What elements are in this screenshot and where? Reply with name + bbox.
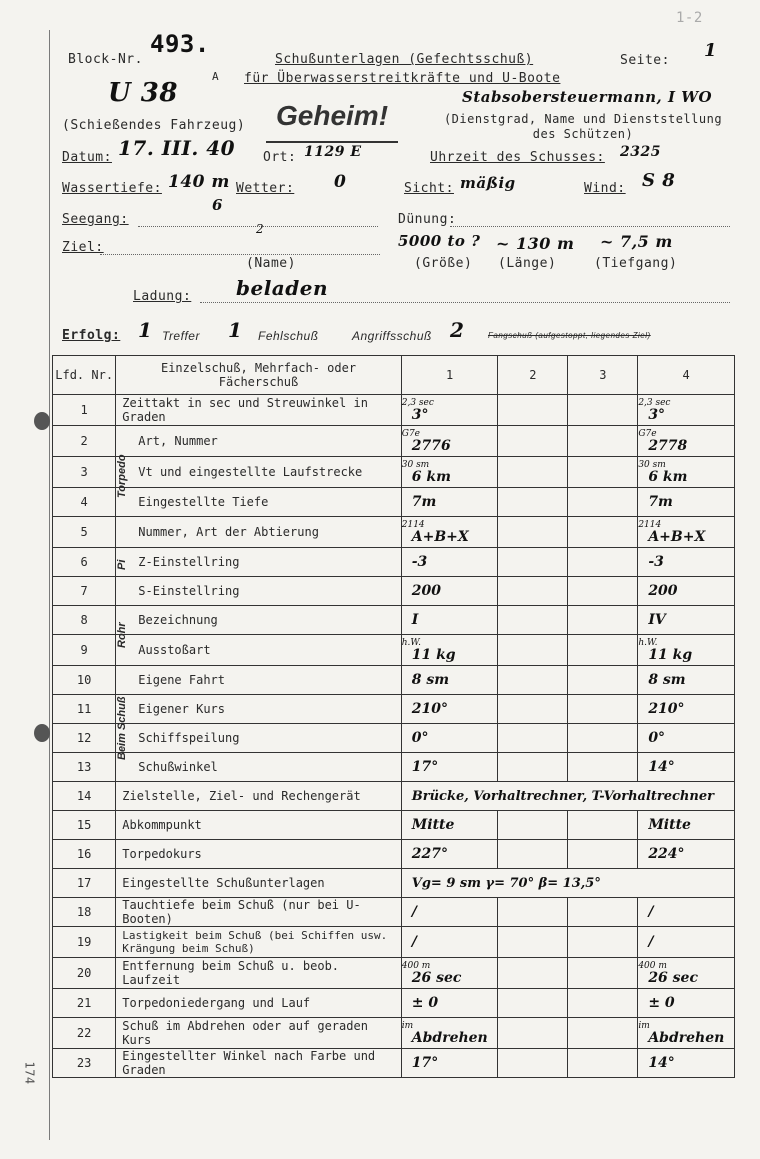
cell-col-3: [568, 457, 638, 488]
cell-col-4: [638, 811, 735, 840]
block-label: Block-Nr.: [68, 52, 143, 67]
row-label: Torpedokurs: [116, 840, 401, 869]
table-row: [53, 548, 735, 577]
row-number: 4: [53, 488, 116, 517]
head-col-4: 4: [638, 356, 735, 395]
row-label: Schuß im Abdrehen oder auf geraden Kurs: [116, 1018, 401, 1049]
cell-col-2: [498, 666, 568, 695]
cell-col-1: [401, 1018, 498, 1049]
table-row: [53, 426, 735, 457]
wind-value: S 8: [642, 170, 676, 191]
table-row: [53, 517, 735, 548]
cell-note: 2,3 sec: [638, 397, 671, 408]
head-desc: Einzelschuß, Mehrfach- oder Fächerschuß: [116, 356, 401, 395]
table-row: [53, 488, 735, 517]
row-number: 23: [53, 1049, 116, 1078]
cell-value: 8 sm: [648, 671, 686, 688]
cell-value: A+B+X: [648, 528, 706, 545]
cell-value: /: [648, 933, 654, 950]
place-value: 1129 E: [304, 144, 362, 160]
margin-rule: [49, 30, 50, 1140]
cell-value: 200: [648, 582, 678, 599]
row-number: 22: [53, 1018, 116, 1049]
cell-col-2: [498, 517, 568, 548]
row-label: Schußwinkel: [116, 753, 401, 782]
cell-value: /: [411, 903, 417, 920]
row-label: Eingestellte Schußunterlagen: [116, 869, 401, 898]
cell-col-4: [638, 927, 735, 958]
margin-note: 174: [22, 1061, 37, 1085]
cell-col-3: [568, 395, 638, 426]
cell-col-2: [498, 958, 568, 989]
cell-col-4: [638, 395, 735, 426]
cell-col-3: [568, 606, 638, 635]
cell-col-2: [498, 635, 568, 666]
row-wide-value: Vg= 9 sm γ= 70° β= 13,5°: [401, 869, 734, 898]
row-number: 10: [53, 666, 116, 695]
row-label: Torpedoniedergang und Lauf: [116, 989, 401, 1018]
cell-col-3: [568, 1049, 638, 1078]
cell-value: /: [411, 933, 417, 950]
cell-value: A+B+X: [411, 528, 469, 545]
sea-label: Seegang:: [62, 212, 129, 227]
cell-value: 227°: [411, 845, 448, 862]
cell-note: 30 sm: [638, 459, 666, 470]
ship-label: (Schießendes Fahrzeug): [62, 118, 246, 133]
cell-col-1: [401, 840, 498, 869]
cell-col-2: [498, 395, 568, 426]
cell-col-3: [568, 724, 638, 753]
cell-col-2: [498, 548, 568, 577]
cell-col-2: [498, 724, 568, 753]
table-row: [53, 666, 735, 695]
cell-col-3: [568, 695, 638, 724]
table-row: [53, 606, 735, 635]
weather-value: 0: [334, 172, 347, 192]
cell-col-3: [568, 840, 638, 869]
row-number: 7: [53, 577, 116, 606]
row-label: Art, Nummer: [116, 426, 401, 457]
table-row: [53, 457, 735, 488]
target-label: Ziel:: [62, 240, 104, 255]
cell-col-1: [401, 488, 498, 517]
row-label: Ausstoßart: [116, 635, 401, 666]
row-number: 21: [53, 989, 116, 1018]
secret-stamp-underline: [266, 141, 398, 143]
group-pi: Pi: [116, 559, 128, 570]
table-row: [53, 724, 735, 753]
table-row: [53, 840, 735, 869]
cell-note: 400 m: [401, 960, 431, 971]
target-length: ~ 130 m: [496, 234, 575, 253]
cell-value: ± 0: [648, 994, 675, 1011]
cell-value: -3: [411, 553, 428, 570]
target-size: 5000 to ?: [398, 232, 481, 250]
row-label: S-Einstellring: [116, 577, 401, 606]
table-row: [53, 898, 735, 927]
cell-col-1: [401, 1049, 498, 1078]
cell-col-1: [401, 958, 498, 989]
cell-col-4: [638, 1049, 735, 1078]
cell-col-3: [568, 1018, 638, 1049]
cell-note: 2,3 sec: [401, 397, 434, 408]
cell-note: h.W.: [401, 637, 421, 648]
head-col-3: 3: [568, 356, 638, 395]
cell-value: 2776: [411, 437, 451, 454]
sight-label: Sicht:: [404, 181, 454, 196]
table-row: [53, 395, 735, 426]
cell-value: Mitte: [648, 816, 691, 833]
weather-label: Wetter:: [236, 181, 295, 196]
cell-col-4: [638, 840, 735, 869]
row-label: Entfernung beim Schuß u. beob. Laufzeit: [116, 958, 401, 989]
table-row: [53, 811, 735, 840]
row-number: 8: [53, 606, 116, 635]
row-number: 6: [53, 548, 116, 577]
date-value: 17. III. 40: [118, 136, 236, 160]
row-number: 11: [53, 695, 116, 724]
cell-col-1: [401, 577, 498, 606]
group-rohr: Rohr: [116, 622, 128, 648]
cargo-label: Ladung:: [133, 289, 192, 304]
row-label: Eigener Kurs: [116, 695, 401, 724]
shooter-label: (Dienstgrad, Name und Dienststellung des Schützen): [443, 112, 723, 141]
swell-label: Dünung:: [398, 212, 457, 227]
cell-value: ± 0: [411, 994, 439, 1011]
head-col-1: 1: [401, 356, 498, 395]
table-row: [53, 869, 735, 898]
cell-col-2: [498, 488, 568, 517]
table-row: [53, 577, 735, 606]
cell-col-3: [568, 426, 638, 457]
boat-id: U 38: [108, 78, 178, 108]
cell-value: 11 kg: [411, 646, 456, 663]
row-number: 19: [53, 927, 116, 958]
head-nr: Lfd. Nr.: [53, 356, 116, 395]
shooter-name: Stabsobersteuermann, I WO: [462, 88, 713, 106]
misses-value: 1: [228, 318, 243, 342]
cell-col-2: [498, 753, 568, 782]
punch-hole: [34, 724, 50, 742]
table-row: [53, 635, 735, 666]
cell-value: Mitte: [411, 816, 455, 833]
cell-col-2: [498, 606, 568, 635]
row-number: 18: [53, 898, 116, 927]
hits-value: 1: [138, 318, 153, 342]
cell-value: 3°: [411, 406, 429, 423]
row-number: 13: [53, 753, 116, 782]
table-row: [53, 695, 735, 724]
sea-value: 6: [212, 196, 223, 214]
cell-value: 7m: [648, 493, 673, 510]
cell-col-2: [498, 898, 568, 927]
row-label: Lastigkeit beim Schuß (bei Schiffen usw. Krängung beim Schuß): [116, 927, 401, 958]
cell-col-3: [568, 577, 638, 606]
row-label: Tauchtiefe beim Schuß (nur bei U-Booten): [116, 898, 401, 927]
head-col-2: 2: [498, 356, 568, 395]
date-label: Datum:: [62, 150, 112, 165]
cell-col-4: [638, 666, 735, 695]
cell-value: Abdrehen: [411, 1029, 488, 1046]
cell-value: 26 sec: [411, 969, 462, 986]
cell-col-1: [401, 457, 498, 488]
length-label: (Länge): [498, 256, 557, 271]
cell-col-2: [498, 426, 568, 457]
cargo-value: beladen: [236, 276, 329, 300]
result-label: Erfolg:: [62, 328, 121, 343]
time-value: 2325: [620, 144, 661, 160]
cell-value: 0°: [411, 729, 429, 746]
cell-col-1: [401, 426, 498, 457]
cell-col-1: [401, 635, 498, 666]
cell-col-2: [498, 811, 568, 840]
target-dots: [100, 254, 380, 255]
cell-col-4: [638, 548, 735, 577]
cell-col-1: [401, 695, 498, 724]
row-label: Bezeichnung: [116, 606, 401, 635]
cell-note: 2114: [401, 519, 425, 530]
cell-note: 30 sm: [401, 459, 430, 470]
cell-value: 2778: [648, 437, 688, 454]
row-wide-value: Brücke, Vorhaltrechner, T-Vorhaltrechner: [401, 782, 734, 811]
cell-col-4: [638, 426, 735, 457]
cell-value: 7m: [411, 493, 437, 510]
target-draft: ~ 7,5 m: [600, 232, 673, 251]
cell-note: h.W.: [638, 637, 658, 648]
cell-value: 0°: [648, 729, 666, 746]
cell-col-1: [401, 927, 498, 958]
place-label: Ort:: [263, 150, 297, 165]
doc-subtitle: für Überwasserstreitkräfte und U-Boote: [244, 71, 561, 86]
cell-col-1: [401, 753, 498, 782]
cell-col-2: [498, 695, 568, 724]
cell-col-3: [568, 811, 638, 840]
row-label: Eigene Fahrt: [116, 666, 401, 695]
cell-value: -3: [648, 553, 664, 570]
secret-stamp: Geheim!: [275, 100, 389, 131]
corner-mark: 1-2: [676, 10, 703, 26]
page-label: Seite:: [620, 53, 670, 68]
cell-value: Abdrehen: [648, 1029, 725, 1046]
cell-value: 8 sm: [411, 671, 450, 688]
cell-col-2: [498, 1018, 568, 1049]
cell-value: 26 sec: [648, 969, 698, 986]
cell-col-1: [401, 898, 498, 927]
misses-label: Fehlschuß: [258, 329, 319, 343]
cell-col-2: [498, 840, 568, 869]
cell-value: 3°: [648, 406, 666, 423]
hits-label: Treffer: [162, 329, 200, 343]
cell-col-1: [401, 989, 498, 1018]
punch-hole: [34, 412, 50, 430]
cell-value: 11 kg: [648, 646, 693, 663]
cell-col-4: [638, 606, 735, 635]
time-label: Uhrzeit des Schusses:: [430, 150, 605, 165]
cell-col-4: [638, 635, 735, 666]
size-label: (Größe): [414, 256, 473, 271]
cell-note: im: [638, 1020, 650, 1031]
cell-col-3: [568, 517, 638, 548]
cell-note: 400 m: [638, 960, 667, 971]
cell-col-1: [401, 666, 498, 695]
cell-col-3: [568, 927, 638, 958]
attack-label: Angriffsschuß: [352, 329, 432, 343]
cell-col-1: [401, 606, 498, 635]
table-row: [53, 927, 735, 958]
cell-note: G7e: [401, 428, 420, 439]
row-number: 9: [53, 635, 116, 666]
depth-value: 140 m: [168, 172, 230, 192]
cell-col-4: [638, 989, 735, 1018]
cell-value: 6 km: [648, 468, 688, 485]
cell-note: 2114: [638, 519, 662, 530]
cell-value: IV: [648, 611, 666, 628]
cell-value: 17°: [411, 758, 439, 775]
cell-col-4: [638, 457, 735, 488]
cell-col-4: [638, 488, 735, 517]
row-label: Nummer, Art der Abtierung: [116, 517, 401, 548]
cell-value: 210°: [648, 700, 685, 717]
row-number: 16: [53, 840, 116, 869]
cell-value: /: [648, 903, 654, 920]
cell-col-4: [638, 958, 735, 989]
boat-note: A: [212, 70, 220, 83]
target-mark: 2: [256, 222, 265, 236]
row-number: 2: [53, 426, 116, 457]
cell-col-3: [568, 753, 638, 782]
wind-label: Wind:: [584, 181, 626, 196]
table-row: [53, 958, 735, 989]
cell-col-4: [638, 898, 735, 927]
cell-col-1: [401, 811, 498, 840]
group-torpedo: Torpedo: [116, 454, 128, 498]
cell-note: G7e: [638, 428, 657, 439]
doc-title: Schußunterlagen (Gefechtsschuß): [275, 52, 534, 67]
table-header-row: [53, 356, 735, 395]
cell-value: I: [411, 611, 419, 628]
cell-col-4: [638, 517, 735, 548]
row-number: 17: [53, 869, 116, 898]
cargo-dots: [200, 302, 730, 303]
row-number: 20: [53, 958, 116, 989]
table-row: [53, 1018, 735, 1049]
cell-col-4: [638, 724, 735, 753]
struck-option: Fangschuß (aufgestoppt, liegendes Ziel): [488, 331, 651, 340]
cell-col-4: [638, 695, 735, 724]
cell-col-3: [568, 989, 638, 1018]
cell-col-2: [498, 1049, 568, 1078]
table-row: [53, 782, 735, 811]
row-number: 5: [53, 517, 116, 548]
row-label: Eingestellter Winkel nach Farbe und Graden: [116, 1049, 401, 1078]
cell-col-4: [638, 753, 735, 782]
cell-col-2: [498, 927, 568, 958]
cell-col-3: [568, 666, 638, 695]
row-number: 15: [53, 811, 116, 840]
cell-note: im: [401, 1020, 414, 1031]
cell-col-1: [401, 724, 498, 753]
cell-col-3: [568, 635, 638, 666]
cell-col-1: [401, 517, 498, 548]
cell-col-2: [498, 457, 568, 488]
cell-col-3: [568, 548, 638, 577]
cell-value: 14°: [648, 758, 675, 775]
cell-value: 224°: [648, 845, 685, 862]
cell-col-3: [568, 958, 638, 989]
row-number: 12: [53, 724, 116, 753]
page-number: 1: [704, 40, 718, 61]
cell-value: 200: [411, 582, 441, 599]
row-label: Zeittakt in sec und Streuwinkel in Graden: [116, 395, 401, 426]
table-row: [53, 989, 735, 1018]
block-number: 493.: [150, 30, 210, 58]
cell-value: 17°: [411, 1054, 439, 1071]
cell-col-4: [638, 577, 735, 606]
row-number: 1: [53, 395, 116, 426]
row-number: 14: [53, 782, 116, 811]
table-row: [53, 753, 735, 782]
row-number: 3: [53, 457, 116, 488]
cell-value: 6 km: [411, 468, 451, 485]
cell-value: 14°: [648, 1054, 675, 1071]
cell-col-1: [401, 395, 498, 426]
cell-value: 210°: [411, 700, 448, 717]
table-row: [53, 1049, 735, 1078]
cell-col-2: [498, 577, 568, 606]
row-label: Eingestellte Tiefe: [116, 488, 401, 517]
cell-col-1: [401, 548, 498, 577]
group-beim-schuss: Beim Schuß: [116, 696, 128, 760]
attack-value: 2: [450, 318, 465, 342]
row-label: Schiffspeilung: [116, 724, 401, 753]
cell-col-4: [638, 1018, 735, 1049]
row-label: Abkommpunkt: [116, 811, 401, 840]
depth-label: Wassertiefe:: [62, 181, 162, 196]
name-label: (Name): [246, 256, 296, 271]
cell-col-2: [498, 989, 568, 1018]
row-label: Z-Einstellring: [116, 548, 401, 577]
cell-col-3: [568, 898, 638, 927]
row-label: Vt und eingestellte Laufstrecke: [116, 457, 401, 488]
sight-value: mäßig: [460, 174, 516, 192]
swell-dots: [450, 226, 730, 227]
shot-data-table: [52, 355, 735, 1078]
draft-label: (Tiefgang): [594, 256, 678, 271]
cell-col-3: [568, 488, 638, 517]
row-label: Zielstelle, Ziel- und Rechengerät: [116, 782, 401, 811]
